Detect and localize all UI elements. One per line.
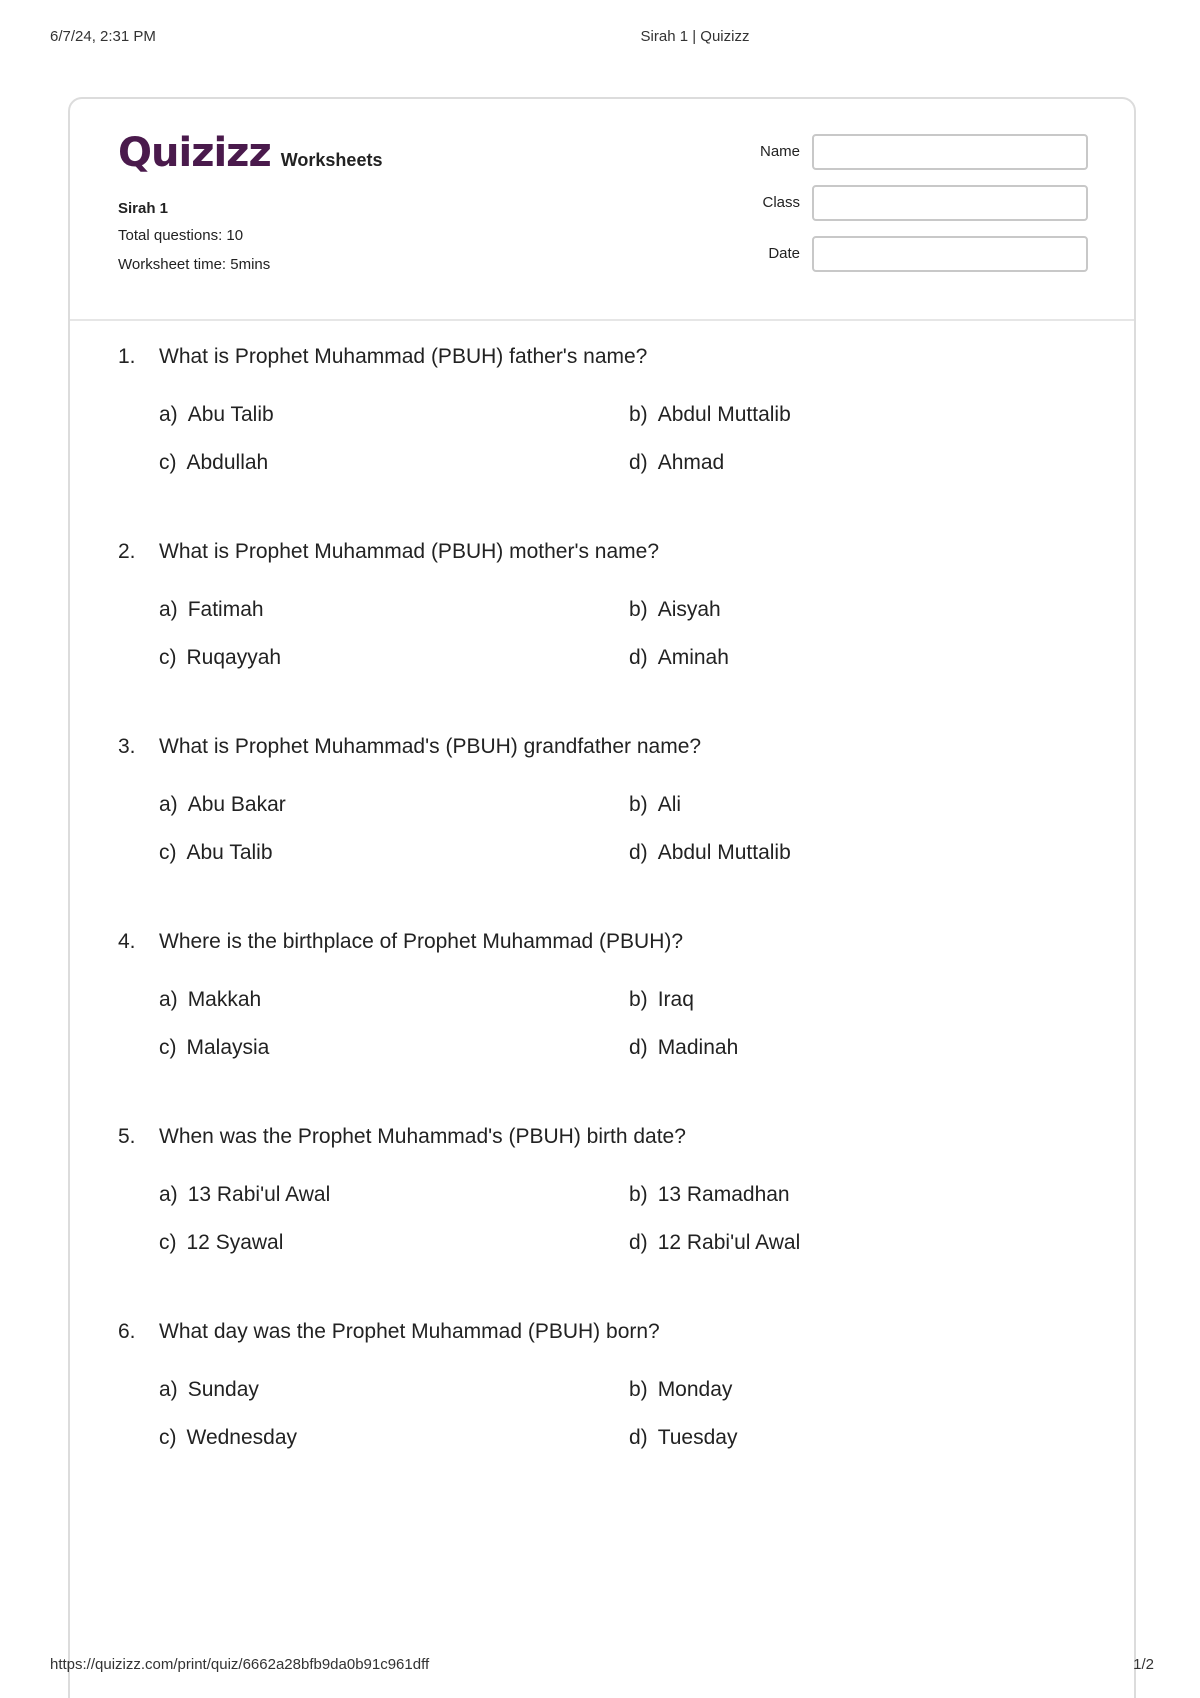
option-text: Makkah xyxy=(187,988,262,1011)
option-letter: c) xyxy=(159,451,177,474)
print-page-number: 1/2 xyxy=(1133,1656,1154,1673)
worksheet-card xyxy=(68,97,1136,1698)
option-a[interactable] xyxy=(159,988,261,1012)
option-letter: d) xyxy=(629,1426,648,1449)
option-a[interactable] xyxy=(159,598,264,622)
question-text: What day was the Prophet Muhammad (PBUH) born? xyxy=(159,1320,660,1343)
option-letter: a) xyxy=(159,1183,178,1206)
option-c[interactable] xyxy=(159,1231,283,1255)
option-text: Sunday xyxy=(187,1378,259,1401)
option-text: Wednesday xyxy=(186,1426,298,1449)
print-url: https://quizizz.com/print/quiz/6662a28bfb9da0b91c961dff xyxy=(50,1656,430,1673)
option-letter: d) xyxy=(629,841,648,864)
option-letter: c) xyxy=(159,646,177,669)
question-number: 3. xyxy=(118,735,136,758)
brand-subtitle: Worksheets xyxy=(280,150,383,170)
option-letter: b) xyxy=(629,598,648,621)
option-b[interactable] xyxy=(629,1378,732,1402)
option-letter: b) xyxy=(629,403,648,426)
print-datetime: 6/7/24, 2:31 PM xyxy=(50,28,156,45)
option-letter: c) xyxy=(159,1231,177,1254)
option-letter: d) xyxy=(629,451,648,474)
question-number: 5. xyxy=(118,1125,136,1148)
option-text: Abu Talib xyxy=(187,403,274,426)
option-text: Malaysia xyxy=(186,1036,270,1059)
option-text: Iraq xyxy=(657,988,694,1011)
worksheet-time: Worksheet time: 5mins xyxy=(118,256,271,273)
option-a[interactable] xyxy=(159,1378,259,1402)
option-letter: a) xyxy=(159,598,178,621)
print-footer xyxy=(0,1656,1200,1676)
option-text: 13 Rabi'ul Awal xyxy=(187,1183,331,1206)
option-text: Fatimah xyxy=(187,598,264,621)
print-header xyxy=(0,28,1200,48)
option-text: Abu Talib xyxy=(186,841,273,864)
name-label: Name xyxy=(759,143,800,160)
option-letter: b) xyxy=(629,988,648,1011)
question-number: 2. xyxy=(118,540,136,563)
option-b[interactable] xyxy=(629,793,681,817)
option-d[interactable] xyxy=(629,1231,800,1255)
option-text: Abdullah xyxy=(186,451,269,474)
option-letter: c) xyxy=(159,841,177,864)
question-number: 4. xyxy=(118,930,136,953)
question-text: What is Prophet Muhammad's (PBUH) grandfather name? xyxy=(159,735,702,758)
option-text: Aminah xyxy=(657,646,729,669)
date-field[interactable] xyxy=(812,236,1088,272)
option-d[interactable] xyxy=(629,646,729,670)
date-label: Date xyxy=(768,245,800,262)
question-text: What is Prophet Muhammad (PBUH) mother's name? xyxy=(159,540,660,563)
option-d[interactable] xyxy=(629,451,724,475)
option-text: 12 Rabi'ul Awal xyxy=(657,1231,801,1254)
question-text: When was the Prophet Muhammad's (PBUH) birth date? xyxy=(159,1125,686,1148)
option-c[interactable] xyxy=(159,646,281,670)
option-text: Abu Bakar xyxy=(187,793,286,816)
option-letter: c) xyxy=(159,1036,177,1059)
option-letter: a) xyxy=(159,793,178,816)
quizizz-logo xyxy=(118,130,383,176)
option-b[interactable] xyxy=(629,988,694,1012)
class-field[interactable] xyxy=(812,185,1088,221)
option-letter: b) xyxy=(629,1378,648,1401)
option-c[interactable] xyxy=(159,451,268,475)
question-text: Where is the birthplace of Prophet Muhammad (PBUH)? xyxy=(159,930,684,953)
option-letter: d) xyxy=(629,1036,648,1059)
option-d[interactable] xyxy=(629,1426,737,1450)
option-d[interactable] xyxy=(629,841,791,865)
option-text: Ahmad xyxy=(657,451,725,474)
option-c[interactable] xyxy=(159,841,273,865)
option-a[interactable] xyxy=(159,793,286,817)
option-a[interactable] xyxy=(159,1183,330,1207)
option-text: Monday xyxy=(657,1378,733,1401)
option-d[interactable] xyxy=(629,1036,738,1060)
option-letter: a) xyxy=(159,403,178,426)
print-page-title: Sirah 1 | Quizizz xyxy=(640,28,750,45)
option-letter: d) xyxy=(629,646,648,669)
option-text: Aisyah xyxy=(657,598,721,621)
option-letter: a) xyxy=(159,1378,178,1401)
option-text: Abdul Muttalib xyxy=(657,841,791,864)
option-letter: d) xyxy=(629,1231,648,1254)
option-text: Tuesday xyxy=(657,1426,738,1449)
worksheet-header xyxy=(70,99,1134,321)
question-number: 6. xyxy=(118,1320,136,1343)
question-text: What is Prophet Muhammad (PBUH) father's name? xyxy=(159,345,648,368)
option-text: 13 Ramadhan xyxy=(657,1183,790,1206)
option-letter: b) xyxy=(629,1183,648,1206)
option-letter: a) xyxy=(159,988,178,1011)
option-a[interactable] xyxy=(159,403,274,427)
option-b[interactable] xyxy=(629,1183,790,1207)
option-letter: b) xyxy=(629,793,648,816)
option-text: Ali xyxy=(657,793,682,816)
option-text: Abdul Muttalib xyxy=(657,403,791,426)
worksheet-title: Sirah 1 xyxy=(118,200,169,217)
brand-logo-text: Quizizz xyxy=(118,130,271,176)
name-field[interactable] xyxy=(812,134,1088,170)
total-questions: Total questions: 10 xyxy=(118,227,244,244)
option-text: Ruqayyah xyxy=(186,646,282,669)
option-b[interactable] xyxy=(629,403,791,427)
option-b[interactable] xyxy=(629,598,721,622)
option-c[interactable] xyxy=(159,1036,269,1060)
question-number: 1. xyxy=(118,345,136,368)
option-text: 12 Syawal xyxy=(186,1231,284,1254)
option-c[interactable] xyxy=(159,1426,297,1450)
option-letter: c) xyxy=(159,1426,177,1449)
option-text: Madinah xyxy=(657,1036,739,1059)
class-label: Class xyxy=(762,194,800,211)
